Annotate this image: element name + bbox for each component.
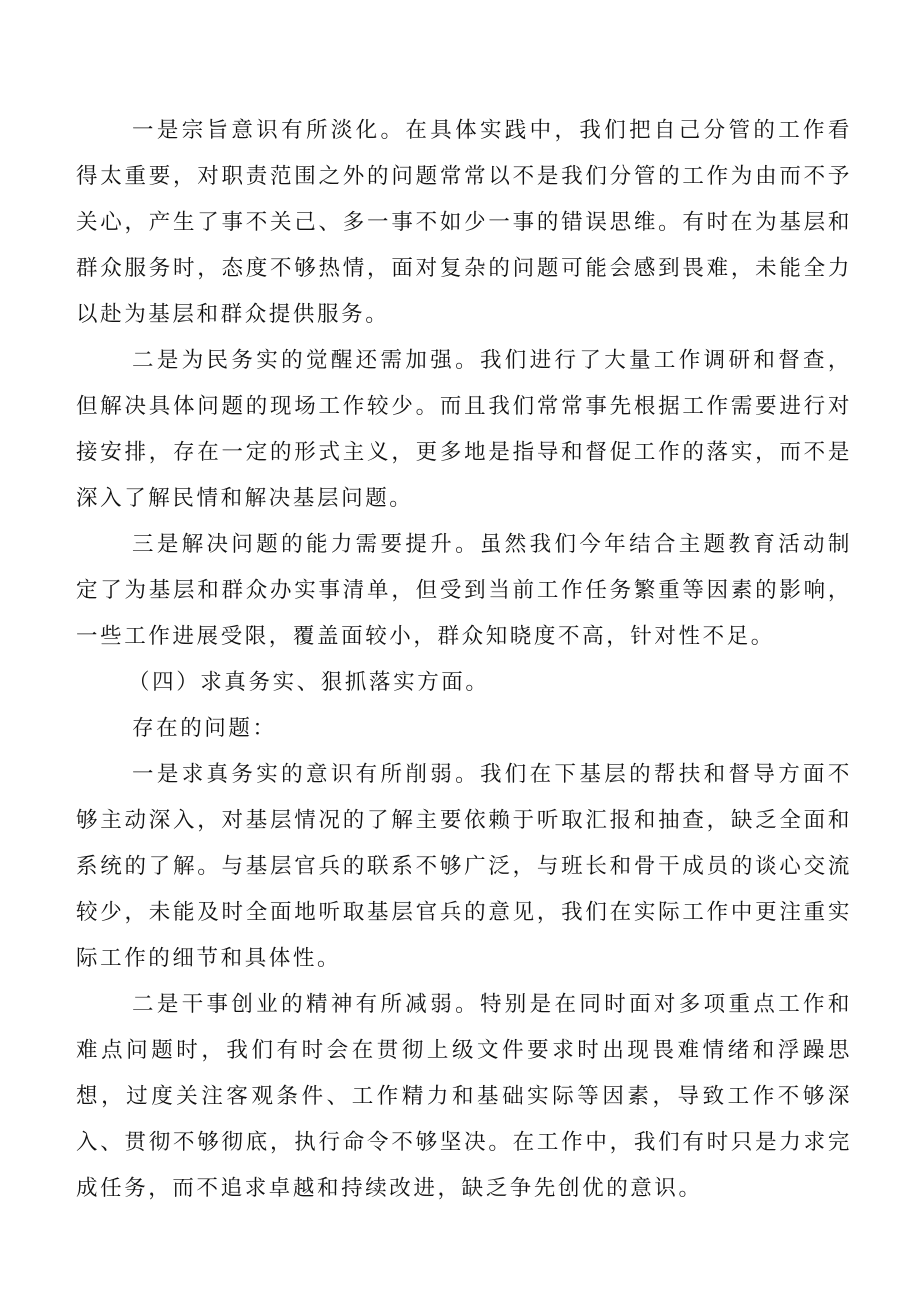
paragraph-pragmatic-awareness: 二是为民务实的觉醒还需加强。我们进行了大量工作调研和督查，但解决具体问题的现场工作较少。而且我们常常事先根据工作需要进行对接安排，存在一定的形式主义，更多地是指导和督促工作的落实，而不是深入了解民情和解决基层问题。 [76,348,852,511]
paragraph-purpose-awareness: 一是宗旨意识有所淡化。在具体实践中，我们把自己分管的工作看得太重要，对职责范围之外的问题常常以不是我们分管的工作为由而不予关心，产生了事不关己、多一事不如少一事的错误思维。有时在为基层和群众服务时，态度不够热情，面对复杂的问题可能会感到畏难，未能全力以赴为基层和群众提供服务。 [76,118,852,327]
document-body [76,108,852,1212]
section-heading-four: （四）求真务实、狠抓落实方面。 [128,670,490,695]
paragraph-entrepreneurial-spirit: 二是干事创业的精神有所减弱。特别是在同时面对多项重点工作和难点问题时，我们有时会在贯彻上级文件要求时出现畏难情绪和浮躁思想，过度关注客观条件、工作精力和基础实际等因素，导致工作不够深入、贯彻不够彻底，执行命令不够坚决。在工作中，我们有时只是力求完成任务，而不追求卓越和持续改进，缺乏争先创优的意识。 [76,992,852,1201]
paragraph-problem-solving: 三是解决问题的能力需要提升。虽然我们今年结合主题教育活动制定了为基层和群众办实事清单，但受到当前工作任务繁重等因素的影响，一些工作进展受限，覆盖面较小，群众知晓度不高，针对性不足。 [76,532,852,649]
subheading-existing-problems: 存在的问题： [132,716,277,741]
paragraph-truth-seeking: 一是求真务实的意识有所削弱。我们在下基层的帮扶和督导方面不够主动深入，对基层情况的了解主要依赖于听取汇报和抽查，缺乏全面和系统的了解。与基层官兵的联系不够广泛，与班长和骨干成员的谈心交流较少，未能及时全面地听取基层官兵的意见，我们在实际工作中更注重实际工作的细节和具体性。 [76,762,852,971]
